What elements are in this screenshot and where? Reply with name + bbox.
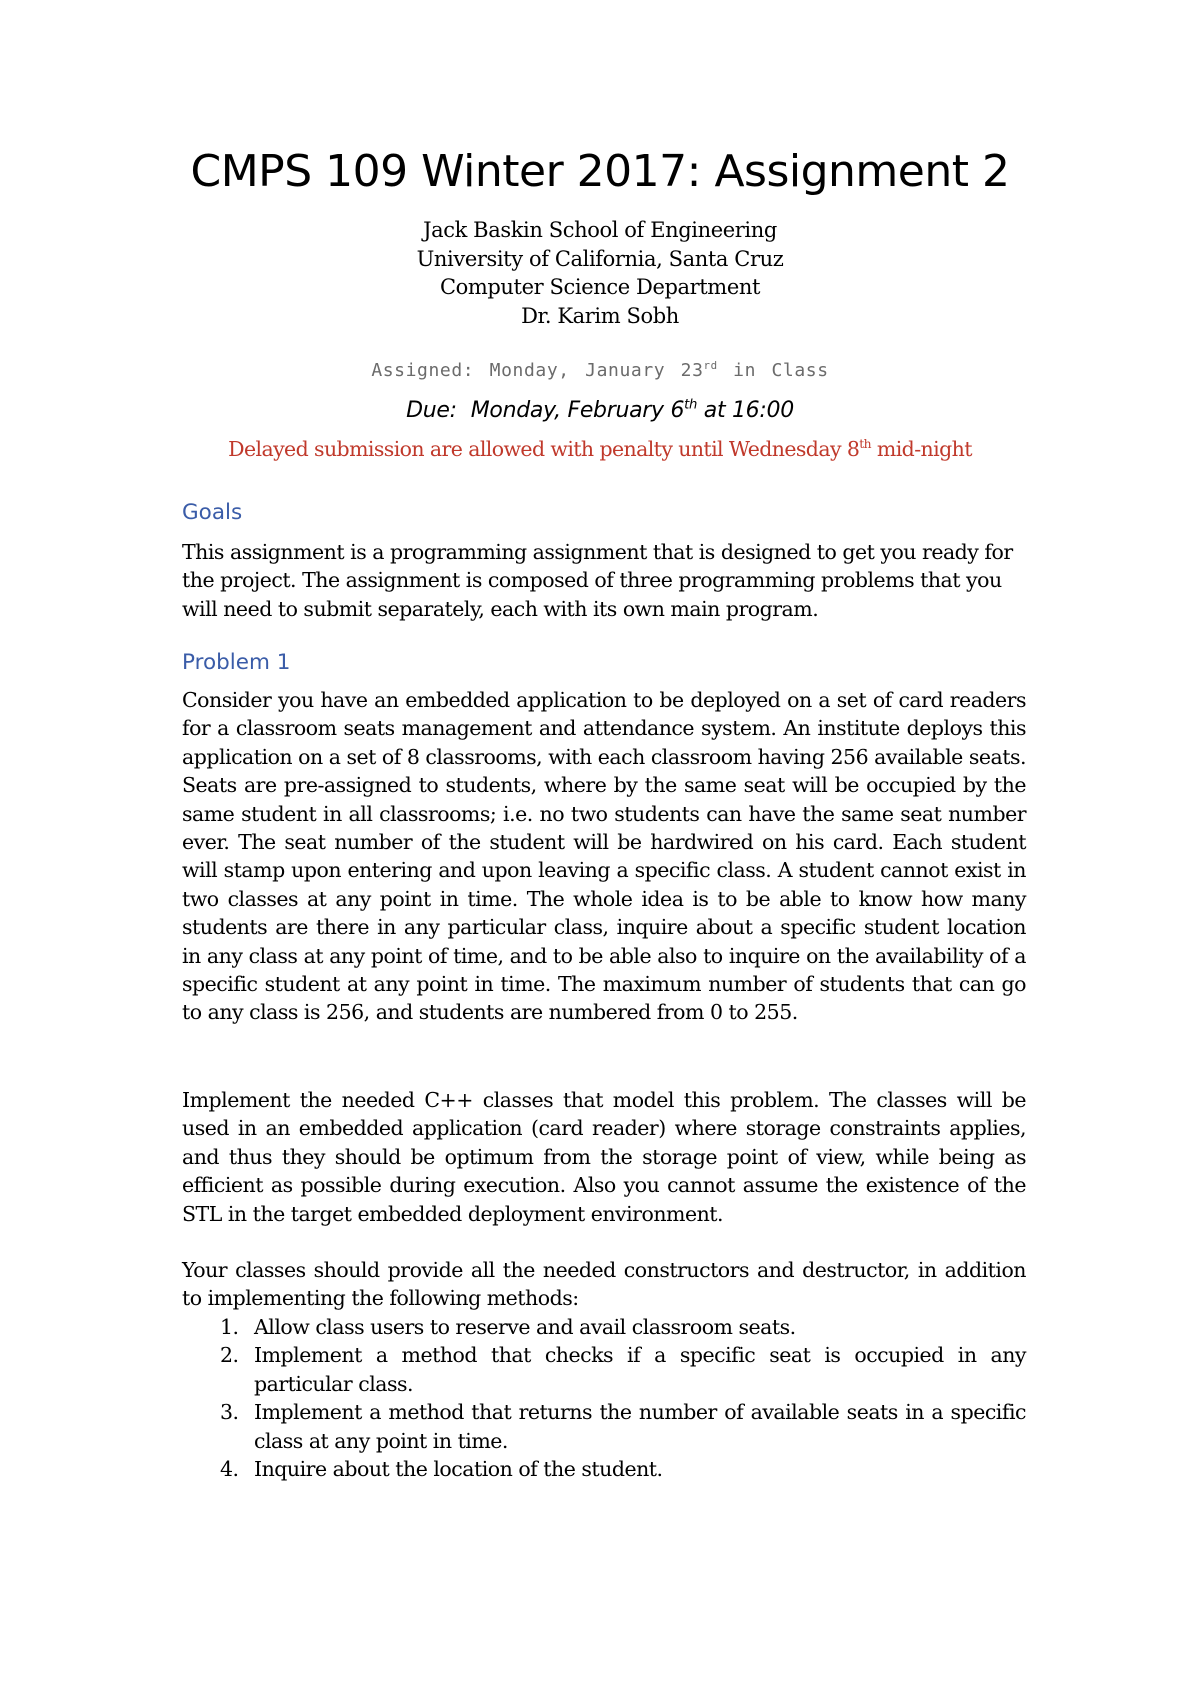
instructor-name: Dr. Karim Sobh — [521, 303, 679, 328]
problem-1-description: Consider you have an embedded application to be deployed on a set of card readers for a classroom seats management and attendance system. An institute deploys this application on a set of 8 classrooms, with each classroom having 256 available seats. Seats are pre-assigned to students, where by the same seat will be occupied by the same student in all classrooms; i.e. no two students can have the same seat number ever. The seat number of the student will be hardwired on his card. Each student will stamp upon entering and upon leaving a specific class. A student cannot exist in two classes at any point in time. The whole idea is to be able to know how many students are there in any particular class, inquire about a specific student location in any class at any point of time, and to be able also to inquire on the availability of a specific student at any point in time. The maximum number of students that can go to any class is 256, and students are numbered from 0 to 255. — [182, 688, 1026, 1025]
problem-1-heading: Problem 1 — [182, 650, 291, 675]
late-policy: Delayed submission are allowed with penalty until Wednesday 8th mid-night — [228, 437, 972, 461]
list-item: 3. Implement a method that returns the number of available seats in a specific class at any point in time. — [220, 1400, 1026, 1453]
document-title: CMPS 109 Winter 2017: Assignment 2 — [190, 146, 1010, 197]
university-name: University of California, Santa Cruz — [416, 246, 784, 271]
list-item: 1. Allow class users to reserve and avail classroom seats. — [220, 1315, 796, 1339]
department-name: Computer Science Department — [439, 275, 761, 299]
due-date: Due: Monday, February 6th at 16:00 — [406, 397, 794, 423]
due-label: Due: — [406, 398, 457, 423]
goals-heading: Goals — [182, 500, 243, 525]
affiliation-block — [0, 216, 1200, 330]
list-item: 2. Implement a method that checks if a specific seat is occupied in any particular class. — [220, 1343, 1026, 1396]
list-item: 4. Inquire about the location of the student. — [220, 1457, 663, 1482]
assigned-date: Assigned: Monday, January 23rd in Class — [371, 359, 829, 381]
school-name: Jack Baskin School of Engineering — [423, 218, 777, 242]
goals-paragraph: This assignment is a programming assignment that is designed to get you ready for the project. The assignment is composed of three programming problems that you will need to submit separately, each with its own main program. — [182, 540, 1013, 621]
methods-list — [182, 1313, 1026, 1483]
problem-1-implementation: Implement the needed C++ classes that model this problem. The classes will be used in an embedded application (card reader) where storage constraints applies, and thus they should be optimum from the storage point of view, while being as efficient as possible during execution. Also you cannot assume the existence of the STL in the target embedded deployment environment. — [182, 1088, 1026, 1226]
problem-1-requirements: Your classes should provide all the needed constructors and destructor, in addition to implementing the following methods: — [182, 1258, 1026, 1311]
